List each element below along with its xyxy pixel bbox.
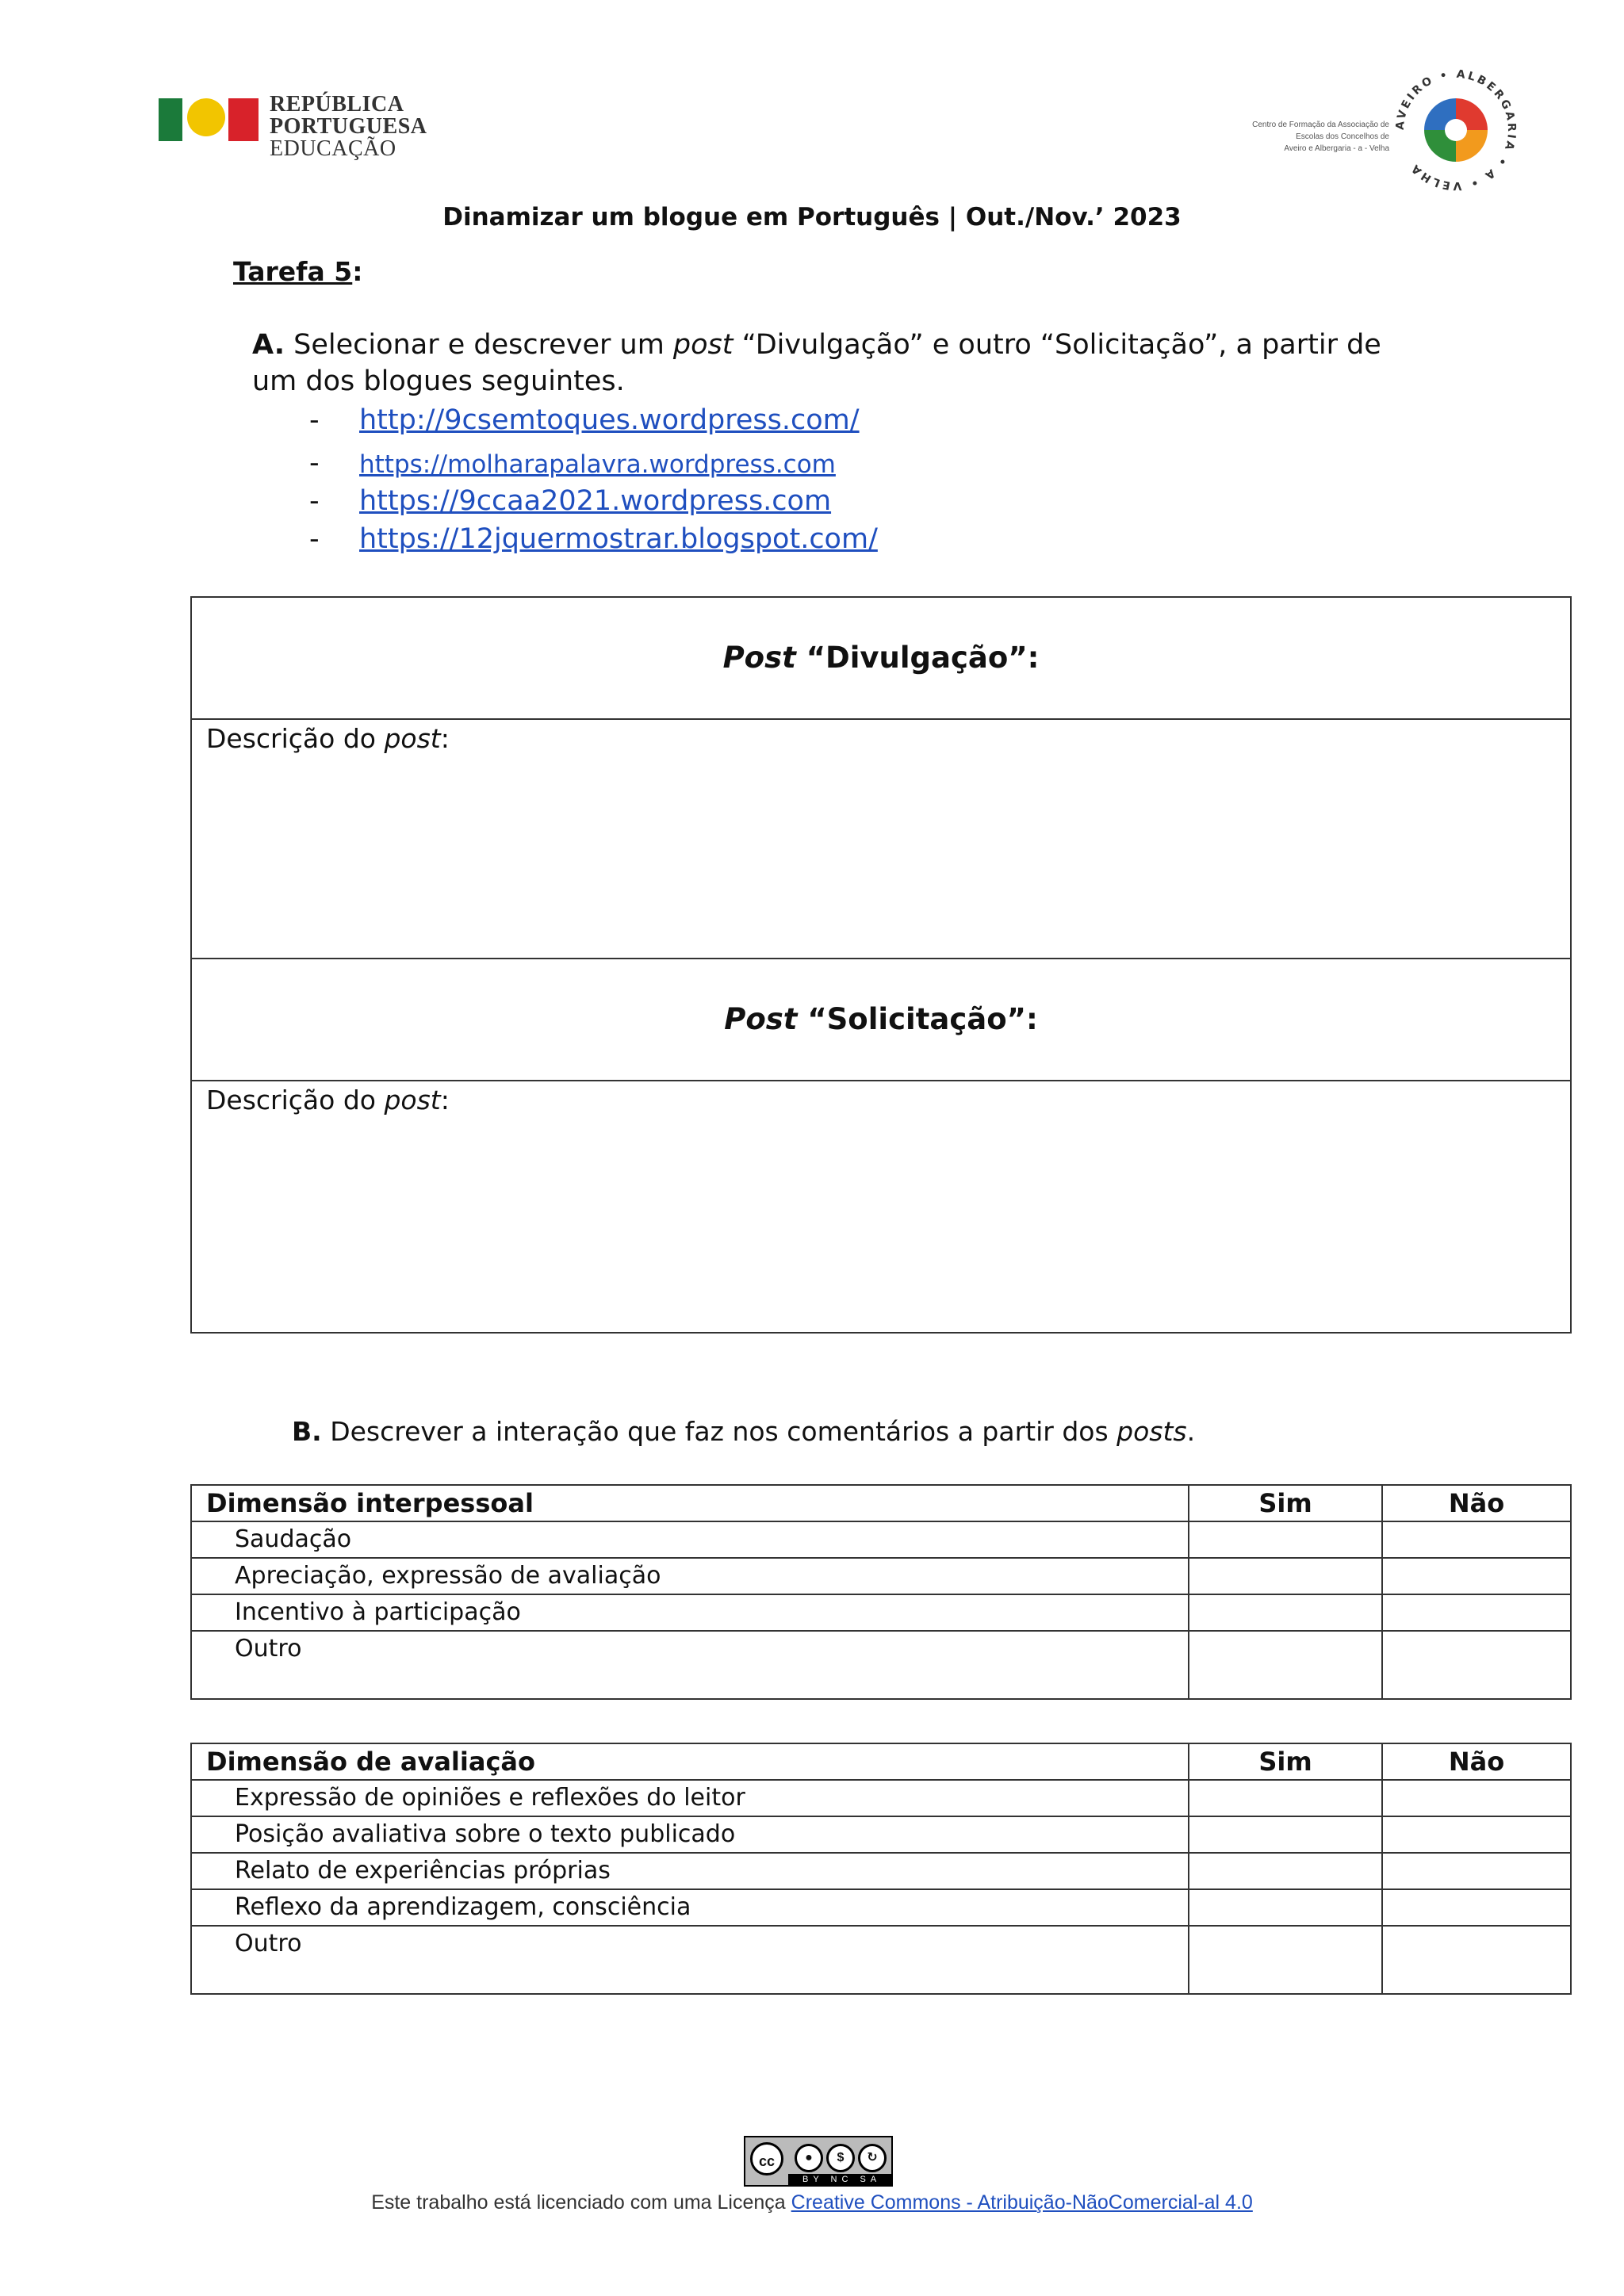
puzzle-emblem-icon [1389, 63, 1522, 197]
table-row [191, 1594, 1571, 1631]
row-label: Reflexo da aprendizagem, consciência [191, 1889, 1189, 1926]
table-row [191, 1780, 1571, 1816]
post-solicitacao-heading: Post “Solicitação”: [724, 1002, 1038, 1036]
document-title: Dinamizar um blogue em Português | Out./Nov.’ 2023 [442, 203, 1182, 232]
sim-cell[interactable] [1189, 1594, 1382, 1631]
evaluation-dimension-table [190, 1743, 1572, 1995]
column-header: Sim [1189, 1743, 1382, 1780]
blog-link-9ccaa2021[interactable]: https://9ccaa2021.wordpress.com [359, 485, 832, 517]
table-row [191, 1558, 1571, 1594]
attribution-icon: ● [795, 2144, 823, 2172]
section-b-instructions: B. Descrever a interação que faz nos comentários a partir dos posts. [292, 1416, 1196, 1447]
license-link[interactable]: Creative Commons - Atribuição-NãoComercial-al 4.0 [791, 2191, 1253, 2214]
nao-cell[interactable] [1382, 1631, 1571, 1699]
interpersonal-dimension-table [190, 1484, 1572, 1700]
nao-cell[interactable] [1382, 1558, 1571, 1594]
blog-link-9csemtoques[interactable]: http://9csemtoques.wordpress.com/ [359, 404, 860, 436]
row-label: Relato de experiências próprias [191, 1853, 1189, 1889]
table-row [191, 1889, 1571, 1926]
flag-sphere-icon [187, 98, 225, 136]
solicitacao-description-label: Descrição do post: [206, 1085, 450, 1115]
centro-formacao-logo [1182, 63, 1530, 198]
svg-text:AVEIRO • ALBERGARIA • A • VELH: AVEIRO • ALBERGARIA • A • VELHA [1393, 67, 1519, 193]
table-row [191, 1853, 1571, 1889]
cc-icon: cc [750, 2142, 783, 2175]
column-header: Não [1382, 1485, 1571, 1521]
row-label: Outro [191, 1631, 1189, 1699]
post-divulgacao-heading: Post “Divulgação”: [722, 641, 1040, 675]
blog-link-molharapalavra[interactable]: https://molharapalavra.wordpress.com [359, 450, 836, 479]
divider [192, 718, 1570, 720]
logo-line-2: PORTUGUESA [270, 114, 427, 139]
centro-formacao-text: Centro de Formação da Associação de Escolas dos Concelhos de Aveiro e Albergaria - a - Velha [1252, 121, 1389, 153]
table-row [191, 1631, 1571, 1699]
divulgacao-description-label: Descrição do post: [206, 723, 450, 754]
nao-cell[interactable] [1382, 1816, 1571, 1853]
logo-line-3: EDUCAÇÃO [270, 136, 396, 161]
row-label: Apreciação, expressão de avaliação [191, 1558, 1189, 1594]
license-statement: Este trabalho está licenciado com uma Licença Creative Commons - Atribuição-NãoComercial-al 4.0 [371, 2191, 1253, 2214]
sim-cell[interactable] [1189, 1558, 1382, 1594]
column-header: Não [1382, 1743, 1571, 1780]
sim-cell[interactable] [1189, 1889, 1382, 1926]
blog-link-12jquermostrar[interactable]: https://12jquermostrar.blogspot.com/ [359, 523, 878, 555]
sim-cell[interactable] [1189, 1816, 1382, 1853]
logo-line-1: REPÚBLICA [270, 92, 404, 117]
license-badge-bar: BY NC SA [788, 2174, 891, 2185]
noncommercial-icon: $ [826, 2144, 855, 2172]
sim-cell[interactable] [1189, 1780, 1382, 1816]
row-label: Incentivo à participação [191, 1594, 1189, 1631]
creative-commons-badge[interactable] [744, 2136, 893, 2187]
nao-cell[interactable] [1382, 1926, 1571, 1994]
divider [192, 958, 1570, 959]
sim-cell[interactable] [1189, 1521, 1382, 1558]
nao-cell[interactable] [1382, 1594, 1571, 1631]
table-header-row [191, 1743, 1571, 1780]
row-label: Expressão de opiniões e reflexões do leitor [191, 1780, 1189, 1816]
post-description-box [190, 596, 1572, 1334]
flag-green-block [159, 98, 182, 141]
table-row [191, 1926, 1571, 1994]
row-label: Saudação [191, 1521, 1189, 1558]
column-header: Dimensão interpessoal [191, 1485, 1189, 1521]
column-header: Dimensão de avaliação [191, 1743, 1189, 1780]
table-header-row [191, 1485, 1571, 1521]
nao-cell[interactable] [1382, 1889, 1571, 1926]
table-row [191, 1816, 1571, 1853]
task-heading: Tarefa 5: [233, 256, 363, 287]
nao-cell[interactable] [1382, 1853, 1571, 1889]
row-label: Posição avaliativa sobre o texto publicado [191, 1816, 1189, 1853]
section-a-instructions: A. Selecionar e descrever um post “Divulgação” e outro “Solicitação”, a partir de um dos blogues seguintes. [252, 329, 1381, 397]
republica-portuguesa-logo [159, 92, 427, 165]
sim-cell[interactable] [1189, 1853, 1382, 1889]
sharealike-icon: ↻ [858, 2144, 887, 2172]
nao-cell[interactable] [1382, 1521, 1571, 1558]
column-header: Sim [1189, 1485, 1382, 1521]
divider [192, 1080, 1570, 1081]
table-row [191, 1521, 1571, 1558]
row-label: Outro [191, 1926, 1189, 1994]
sim-cell[interactable] [1189, 1926, 1382, 1994]
flag-red-block [228, 98, 259, 141]
sim-cell[interactable] [1189, 1631, 1382, 1699]
nao-cell[interactable] [1382, 1780, 1571, 1816]
logo-wordmark [270, 94, 427, 160]
